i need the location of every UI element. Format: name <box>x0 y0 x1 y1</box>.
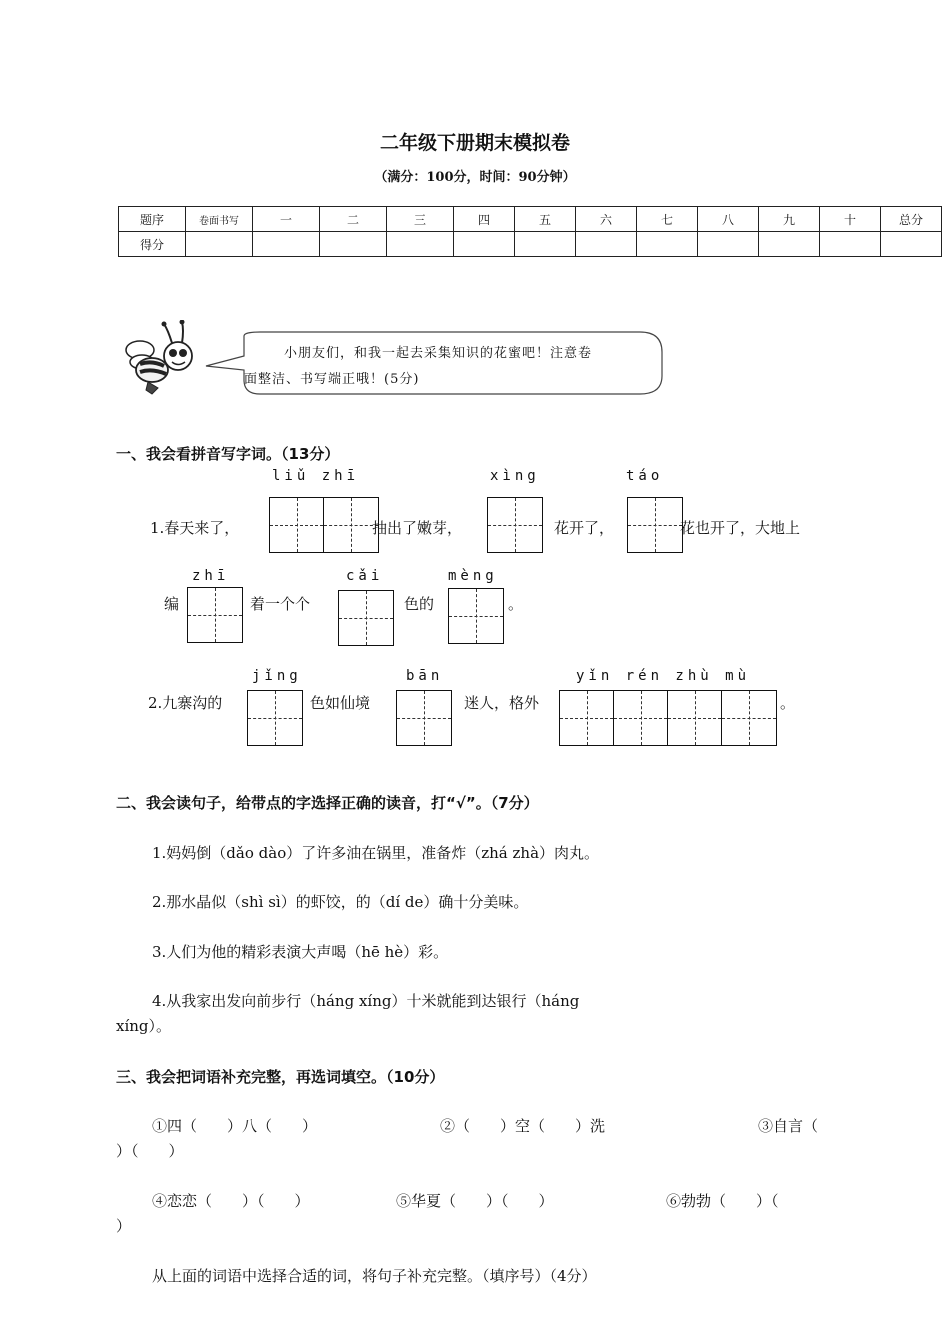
pinyin-jing: jǐng <box>252 668 302 684</box>
answer-grid-tao[interactable] <box>627 497 683 553</box>
answer-cell[interactable] <box>488 498 542 552</box>
table-header-cell: 题序 <box>119 207 186 232</box>
fill-item: ②（ ）空（ ）洗 <box>440 1117 606 1135</box>
table-header-cell: 五 <box>515 207 576 232</box>
answer-cell[interactable] <box>339 591 393 645</box>
table-header-cell: 十 <box>820 207 881 232</box>
answer-cell[interactable] <box>668 691 722 745</box>
score-table-score-row <box>119 232 942 257</box>
answer-grid-liuzhi[interactable] <box>269 497 379 553</box>
speech-bubble <box>200 330 670 398</box>
list-item: 2.那水晶似（shì sì）的虾饺，的（dí de）确十分美味。 <box>152 893 529 911</box>
list-item: 3.人们为他的精彩表演大声喝（hē hè）彩。 <box>152 943 449 961</box>
q1-text-6: 着一个个 <box>250 595 311 613</box>
answer-cell[interactable] <box>188 588 242 642</box>
score-cell[interactable] <box>881 232 942 257</box>
pinyin-zhi: zhī <box>192 568 230 584</box>
answer-cell[interactable] <box>324 498 378 552</box>
q1-text-8: 。 <box>508 595 524 613</box>
score-cell[interactable] <box>759 232 820 257</box>
score-cell[interactable] <box>387 232 454 257</box>
q1-text-4: 花也开了，大地上 <box>680 519 801 537</box>
score-table-header-row <box>119 207 942 232</box>
table-header-cell: 总分 <box>881 207 942 232</box>
table-header-cell: 一 <box>253 207 320 232</box>
score-cell[interactable] <box>253 232 320 257</box>
answer-cell[interactable] <box>560 691 614 745</box>
table-header-cell: 卷面书写 <box>186 207 253 232</box>
page-subtitle: （满分：100分，时间：90分钟） <box>374 170 576 185</box>
score-cell[interactable] <box>820 232 881 257</box>
table-header-cell: 八 <box>698 207 759 232</box>
answer-grid-zhi[interactable] <box>187 587 243 643</box>
q1-text-2: 抽出了嫩芽， <box>372 519 463 537</box>
answer-grid-jing[interactable] <box>247 690 303 746</box>
q2-text-2: 色如仙境 <box>310 694 371 712</box>
q1-text-5: 编 <box>164 595 180 613</box>
pinyin-xing: xìng <box>490 468 540 484</box>
answer-grid-meng[interactable] <box>448 588 504 644</box>
answer-cell[interactable] <box>270 498 324 552</box>
score-cell[interactable] <box>186 232 253 257</box>
fill-item: ③自言（ <box>758 1117 819 1135</box>
answer-cell[interactable] <box>397 691 451 745</box>
fill-item: ⑥勃勃（ ）（ <box>666 1192 779 1210</box>
score-cell[interactable] <box>454 232 515 257</box>
list-item: 1.妈妈倒（dǎo dào）了许多油在锅里，准备炸（zhá zhà）肉丸。 <box>152 844 600 862</box>
table-header-cell: 三 <box>387 207 454 232</box>
list-item-continuation: xíng）。 <box>116 1017 172 1035</box>
section2-heading: 二、我会读句子，给带点的字选择正确的读音，打“√”。（7分） <box>116 794 539 812</box>
q1-text-3: 花开了， <box>554 519 615 537</box>
table-header-cell: 六 <box>576 207 637 232</box>
fill-item-continuation: ） <box>116 1217 132 1235</box>
intro-text-line2: 面整洁、书写端正哦！(5分) <box>244 372 420 387</box>
pinyin-ban: bān <box>406 668 444 684</box>
q2-text-1: 2.九寨沟的 <box>148 694 223 712</box>
score-cell[interactable] <box>637 232 698 257</box>
answer-grid-xing[interactable] <box>487 497 543 553</box>
answer-grid-ban[interactable] <box>396 690 452 746</box>
section3-instruction: 从上面的词语中选择合适的词，将句子补充完整。（填序号）（4分） <box>152 1267 597 1285</box>
answer-grid-cai[interactable] <box>338 590 394 646</box>
answer-cell[interactable] <box>614 691 668 745</box>
pinyin-meng: mèng <box>448 568 498 584</box>
section1-heading: 一、我会看拼音写字词。（13分） <box>116 445 340 463</box>
page-title: 二年级下册期末模拟卷 <box>379 132 570 154</box>
pinyin-cai: cǎi <box>346 568 384 584</box>
intro-text-line1: 小朋友们，和我一起去采集知识的花蜜吧！注意卷 <box>284 346 593 361</box>
fill-item: ⑤华夏（ ）（ ） <box>396 1192 554 1210</box>
q2-text-3: 迷人，格外 <box>464 694 540 712</box>
table-header-cell: 四 <box>454 207 515 232</box>
fill-item-continuation: ）（ ） <box>116 1142 184 1160</box>
table-header-cell: 七 <box>637 207 698 232</box>
q2-text-4: 。 <box>780 694 796 712</box>
pinyin-tao: táo <box>626 468 664 484</box>
answer-grid-yinrenzhumu[interactable] <box>559 690 777 746</box>
section3-heading: 三、我会把词语补充完整，再选词填空。（10分） <box>116 1068 445 1086</box>
answer-cell[interactable] <box>449 589 503 643</box>
score-table <box>118 206 942 257</box>
list-item: 4.从我家出发向前步行（háng xíng）十米就能到达银行（háng <box>152 992 580 1010</box>
score-cell[interactable] <box>576 232 637 257</box>
table-row-label: 得分 <box>119 232 186 257</box>
score-cell[interactable] <box>320 232 387 257</box>
answer-cell[interactable] <box>628 498 682 552</box>
answer-cell[interactable] <box>248 691 302 745</box>
table-header-cell: 二 <box>320 207 387 232</box>
score-cell[interactable] <box>515 232 576 257</box>
fill-item: ①四（ ）八（ ） <box>152 1117 318 1135</box>
table-header-cell: 九 <box>759 207 820 232</box>
pinyin-yinrenzhumu: yǐn rén zhù mù <box>576 668 751 684</box>
q1-text-7: 色的 <box>404 595 435 613</box>
fill-item: ④恋恋（ ）（ ） <box>152 1192 310 1210</box>
pinyin-liuzhi: liǔ zhī <box>272 468 360 484</box>
q1-text-1: 1.春天来了， <box>150 519 240 537</box>
bee-icon <box>118 320 208 400</box>
answer-cell[interactable] <box>722 691 776 745</box>
score-cell[interactable] <box>698 232 759 257</box>
